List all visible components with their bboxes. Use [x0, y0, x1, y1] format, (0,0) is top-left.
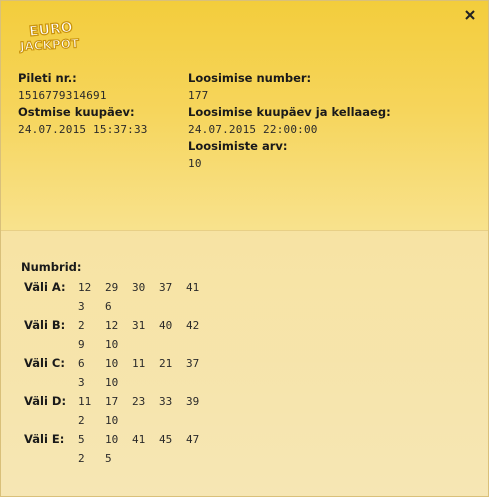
- close-icon: [462, 7, 478, 23]
- number: 3: [78, 376, 85, 389]
- number: 2: [78, 452, 85, 465]
- section-divider: [1, 230, 488, 231]
- draw-count-label: Loosimiste arv:: [188, 139, 288, 153]
- eurojackpot-logo: [19, 17, 83, 55]
- main-numbers: [78, 316, 213, 335]
- draw-count-value: 10: [188, 157, 202, 170]
- field-d: [21, 392, 213, 430]
- number: 39: [186, 395, 200, 408]
- extra-numbers: [78, 449, 213, 468]
- number: 45: [159, 433, 173, 446]
- purchase-date-label: Ostmise kuupäev:: [18, 105, 135, 119]
- numbers-title: Numbrid:: [21, 260, 82, 274]
- draw-date-label: Loosimise kuupäev ja kellaaeg:: [188, 105, 391, 119]
- ticket-info-left: [18, 70, 148, 138]
- number: 42: [186, 319, 200, 332]
- extra-numbers: [78, 411, 213, 430]
- field-label: Väli A:: [24, 280, 66, 294]
- number: 6: [105, 300, 112, 313]
- field-label: Väli D:: [24, 394, 67, 408]
- number: 33: [159, 395, 173, 408]
- field-b: [21, 316, 213, 354]
- number: 10: [105, 376, 119, 389]
- number: 23: [132, 395, 146, 408]
- purchase-date-value: 24.07.2015 15:37:33: [18, 123, 148, 136]
- number: 11: [132, 357, 146, 370]
- number: 2: [78, 319, 85, 332]
- field-e: [21, 430, 213, 468]
- ticket-number-value: 1516779314691: [18, 89, 107, 102]
- ticket-number-label: Pileti nr.:: [18, 71, 77, 85]
- number: 3: [78, 300, 85, 313]
- main-numbers: [78, 430, 213, 449]
- extra-numbers: [78, 373, 213, 392]
- number: 10: [105, 433, 119, 446]
- number: 37: [159, 281, 173, 294]
- main-numbers: [78, 354, 213, 373]
- draw-number-value: 177: [188, 89, 209, 102]
- field-label: Väli E:: [24, 432, 65, 446]
- field-label: Väli B:: [24, 318, 66, 332]
- numbers-section: [21, 258, 213, 468]
- logo-text-euro: EURO: [28, 19, 74, 41]
- number: 40: [159, 319, 173, 332]
- logo-text-jackpot: JACKPOT: [19, 36, 80, 54]
- number: 5: [78, 433, 85, 446]
- number: 17: [105, 395, 119, 408]
- number: 21: [159, 357, 173, 370]
- ticket-info-right: [188, 70, 391, 172]
- number: 5: [105, 452, 112, 465]
- number: 41: [132, 433, 146, 446]
- number: 37: [186, 357, 200, 370]
- number: 12: [78, 281, 92, 294]
- number: 29: [105, 281, 119, 294]
- field-a: [21, 278, 213, 316]
- close-button[interactable]: [462, 7, 478, 23]
- number: 41: [186, 281, 200, 294]
- number: 10: [105, 338, 119, 351]
- number: 6: [78, 357, 85, 370]
- number: 47: [186, 433, 200, 446]
- draw-date-value: 24.07.2015 22:00:00: [188, 123, 318, 136]
- number: 31: [132, 319, 146, 332]
- extra-numbers: [78, 297, 213, 316]
- number: 11: [78, 395, 92, 408]
- field-label: Väli C:: [24, 356, 65, 370]
- number: 2: [78, 414, 85, 427]
- number: 10: [105, 414, 119, 427]
- number: 9: [78, 338, 85, 351]
- field-c: [21, 354, 213, 392]
- extra-numbers: [78, 335, 213, 354]
- number: 10: [105, 357, 119, 370]
- number: 30: [132, 281, 146, 294]
- main-numbers: [78, 392, 213, 411]
- main-numbers: [78, 278, 213, 297]
- number: 12: [105, 319, 119, 332]
- draw-number-label: Loosimise number:: [188, 71, 312, 85]
